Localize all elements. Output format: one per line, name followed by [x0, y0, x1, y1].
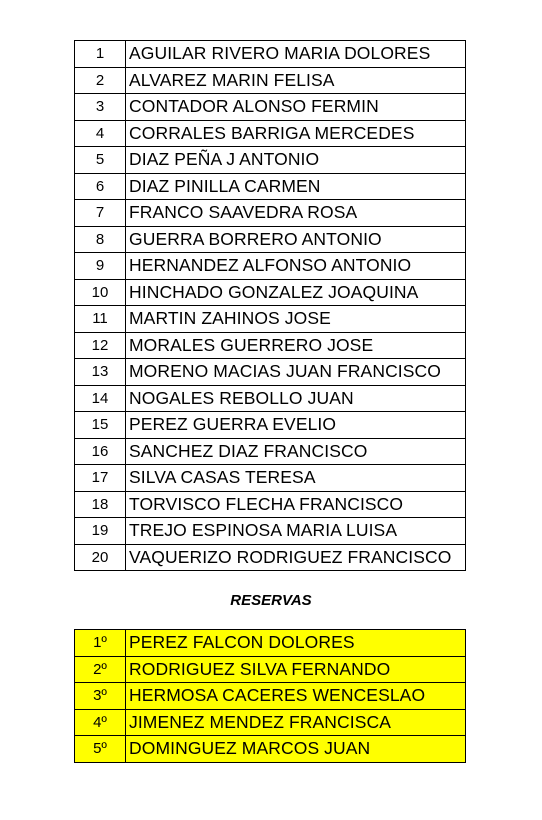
- row-number: 15: [75, 412, 126, 439]
- table-row: [75, 518, 466, 545]
- row-number: 18: [75, 491, 126, 518]
- row-number: 13: [75, 359, 126, 386]
- table-row: [75, 656, 466, 683]
- person-name: DIAZ PEÑA J ANTONIO: [126, 147, 466, 174]
- reserve-rank: 4º: [75, 709, 126, 736]
- person-name: VAQUERIZO RODRIGUEZ FRANCISCO: [126, 544, 466, 571]
- table-row: [75, 200, 466, 227]
- table-row: [75, 438, 466, 465]
- person-name: PEREZ GUERRA EVELIO: [126, 412, 466, 439]
- row-number: 14: [75, 385, 126, 412]
- person-name: CORRALES BARRIGA MERCEDES: [126, 120, 466, 147]
- reserve-rank: 1º: [75, 630, 126, 657]
- reserve-rank: 5º: [75, 736, 126, 763]
- table-row: [75, 41, 466, 68]
- person-name: CONTADOR ALONSO FERMIN: [126, 94, 466, 121]
- row-number: 1: [75, 41, 126, 68]
- person-name: FRANCO SAAVEDRA ROSA: [126, 200, 466, 227]
- person-name: ALVAREZ MARIN FELISA: [126, 67, 466, 94]
- row-number: 20: [75, 544, 126, 571]
- person-name: TORVISCO FLECHA FRANCISCO: [126, 491, 466, 518]
- reserve-rank: 2º: [75, 656, 126, 683]
- reserve-rank: 3º: [75, 683, 126, 710]
- person-name: MARTIN ZAHINOS JOSE: [126, 306, 466, 333]
- reserve-name: PEREZ FALCON DOLORES: [126, 630, 466, 657]
- table-row: [75, 491, 466, 518]
- main-list-table: [74, 40, 466, 571]
- person-name: MORALES GUERRERO JOSE: [126, 332, 466, 359]
- table-row: [75, 709, 466, 736]
- table-row: [75, 630, 466, 657]
- person-name: TREJO ESPINOSA MARIA LUISA: [126, 518, 466, 545]
- table-row: [75, 67, 466, 94]
- table-row: [75, 173, 466, 200]
- reserves-heading: RESERVAS: [230, 592, 312, 609]
- table-row: [75, 385, 466, 412]
- table-row: [75, 332, 466, 359]
- reserve-name: RODRIGUEZ SILVA FERNANDO: [126, 656, 466, 683]
- person-name: HERNANDEZ ALFONSO ANTONIO: [126, 253, 466, 280]
- row-number: 6: [75, 173, 126, 200]
- table-row: [75, 147, 466, 174]
- row-number: 12: [75, 332, 126, 359]
- table-row: [75, 683, 466, 710]
- table-row: [75, 359, 466, 386]
- row-number: 2: [75, 67, 126, 94]
- row-number: 3: [75, 94, 126, 121]
- row-number: 9: [75, 253, 126, 280]
- person-name: NOGALES REBOLLO JUAN: [126, 385, 466, 412]
- row-number: 19: [75, 518, 126, 545]
- reserves-table: [74, 629, 466, 763]
- row-number: 8: [75, 226, 126, 253]
- person-name: HINCHADO GONZALEZ JOAQUINA: [126, 279, 466, 306]
- person-name: AGUILAR RIVERO MARIA DOLORES: [126, 41, 466, 68]
- table-row: [75, 226, 466, 253]
- table-row: [75, 120, 466, 147]
- table-row: [75, 279, 466, 306]
- person-name: SANCHEZ DIAZ FRANCISCO: [126, 438, 466, 465]
- row-number: 16: [75, 438, 126, 465]
- table-row: [75, 736, 466, 763]
- table-row: [75, 465, 466, 492]
- row-number: 17: [75, 465, 126, 492]
- person-name: GUERRA BORRERO ANTONIO: [126, 226, 466, 253]
- table-row: [75, 544, 466, 571]
- table-row: [75, 253, 466, 280]
- person-name: SILVA CASAS TERESA: [126, 465, 466, 492]
- person-name: MORENO MACIAS JUAN FRANCISCO: [126, 359, 466, 386]
- reserve-name: HERMOSA CACERES WENCESLAO: [126, 683, 466, 710]
- table-row: [75, 412, 466, 439]
- row-number: 11: [75, 306, 126, 333]
- row-number: 10: [75, 279, 126, 306]
- reserve-name: DOMINGUEZ MARCOS JUAN: [126, 736, 466, 763]
- person-name: DIAZ PINILLA CARMEN: [126, 173, 466, 200]
- reserve-name: JIMENEZ MENDEZ FRANCISCA: [126, 709, 466, 736]
- table-row: [75, 94, 466, 121]
- table-row: [75, 306, 466, 333]
- row-number: 5: [75, 147, 126, 174]
- row-number: 4: [75, 120, 126, 147]
- row-number: 7: [75, 200, 126, 227]
